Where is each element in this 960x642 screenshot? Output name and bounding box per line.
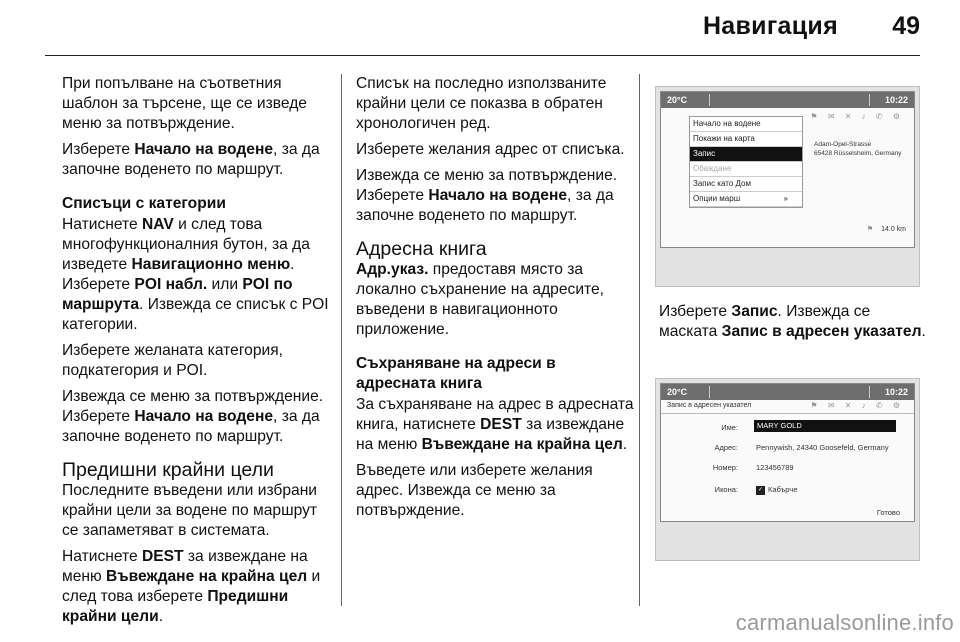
field-label: Икона:	[714, 485, 738, 494]
paragraph: Натиснете DEST за извеждане на меню Въвеждане на крайна цел и след това изберете Предишни крайни цели.	[62, 548, 321, 625]
paragraph: Въведете или изберете желания адрес. Извежда се меню за потвърждение.	[356, 462, 593, 519]
temperature-readout: 20°C	[667, 95, 688, 105]
divider	[709, 94, 710, 106]
section-title: Адресна книга	[356, 238, 487, 260]
header-divider	[45, 55, 920, 56]
clock-readout: 10:22	[884, 387, 908, 397]
form-title: Запис в адресен указател	[667, 402, 752, 409]
destination-menu	[689, 116, 803, 208]
destination-address: Adam-Opel-Strasse 65428 Rüsselsheim, Germany	[814, 141, 902, 157]
field-address	[661, 440, 914, 454]
flag-icon: ⚑	[866, 226, 874, 233]
distance-readout: ⚑ 14.0 km	[866, 226, 906, 233]
menu-item-save[interactable]: Запис	[690, 147, 802, 162]
paragraph: Последните въведени или избрани крайни цели за водене по маршрут се запаметяват в системата.	[62, 482, 318, 539]
status-icons: ⚑ ✉ ✕ ♪ ✆ ⚙	[810, 112, 904, 121]
divider	[661, 413, 914, 414]
menu-item-save-as-home[interactable]: Запис като Дом	[690, 177, 802, 192]
section-heading: Съхраняване на адреси в адресната книга	[356, 355, 556, 392]
page-number: 49	[892, 12, 920, 40]
screenshot-destination-menu	[655, 86, 920, 287]
status-icons: ⚑ ✉ ✕ ♪ ✆ ⚙	[810, 401, 904, 410]
divider	[869, 386, 870, 398]
paragraph: Списък на последно използваните крайни цели се показва в обратен хронологичен ред.	[356, 75, 607, 132]
menu-item-call: Обаждане	[690, 162, 802, 177]
field-name	[661, 420, 914, 434]
paragraph: Извежда се меню за потвърждение. Изберете Начало на водене, за да започне воденето по маршрут.	[62, 388, 324, 445]
chevron-right-icon: »	[783, 194, 788, 203]
field-icon	[661, 482, 914, 496]
paragraph: Адр.указ. предоставя място за локално съхранение на адресите, въведени в навигационното приложение.	[356, 261, 605, 338]
done-button[interactable]: Готово	[876, 508, 900, 517]
menu-item-start-guidance[interactable]: Начало на водене	[690, 117, 802, 132]
paragraph: Изберете желаната категория, подкатегория и POI.	[62, 342, 283, 379]
display-screen	[660, 91, 915, 248]
section-title: Предишни крайни цели	[62, 459, 274, 481]
column-2	[356, 74, 634, 527]
page-header-title: Навигация	[702, 12, 838, 40]
paragraph: Изберете желания адрес от списъка.	[356, 141, 625, 158]
column-1	[62, 74, 332, 633]
paragraph: Изберете Начало на водене, за да започне воденето по маршрут.	[62, 141, 320, 178]
column-3	[659, 302, 929, 348]
display-screen	[660, 383, 915, 522]
status-bar	[661, 92, 914, 108]
status-bar	[661, 384, 914, 400]
paragraph: Натиснете NAV и след това многофункционалния бутон, за да изведете Навигационно меню. Изберете POI набл. или POI по маршрута. Извежда се списък с POI категории.	[62, 216, 329, 333]
field-label: Адрес:	[714, 443, 738, 452]
watermark: carmanualsonline.info	[735, 610, 954, 635]
name-input[interactable]: MARY GOLD	[754, 420, 896, 432]
menu-item-show-on-map[interactable]: Покажи на карта	[690, 132, 802, 147]
paragraph: Извежда се меню за потвърждение. Изберете Начало на водене, за да започне воденето по маршрут.	[356, 167, 618, 224]
column-divider-1	[341, 74, 342, 606]
menu-item-route-options[interactable]: Опции марш »	[690, 192, 802, 207]
column-divider-2	[639, 74, 640, 606]
icon-value[interactable]: ✓ Кабърче	[757, 485, 798, 494]
pin-icon: ✓	[757, 486, 764, 493]
field-number	[661, 460, 914, 474]
temperature-readout: 20°C	[667, 387, 688, 397]
section-heading: Списъци с категории	[62, 195, 226, 212]
divider	[869, 94, 870, 106]
paragraph: За съхраняване на адрес в адресната книга, натиснете DEST за извеждане на меню Въвеждане на крайна цел.	[356, 396, 634, 453]
paragraph: Изберете Запис. Извежда се маската Запис в адресен указател.	[659, 303, 926, 340]
screenshot-address-book-entry	[655, 378, 920, 561]
address-value[interactable]: Pennywish, 24340 Goosefeld, Germany	[756, 443, 889, 452]
clock-readout: 10:22	[884, 95, 908, 105]
field-label: Име:	[721, 423, 738, 432]
paragraph: При попълване на съответния шаблон за търсене, ще се изведе меню за потвърждение.	[62, 75, 307, 132]
divider	[709, 386, 710, 398]
field-label: Номер:	[712, 463, 738, 472]
number-value[interactable]: 123456789	[756, 463, 794, 472]
